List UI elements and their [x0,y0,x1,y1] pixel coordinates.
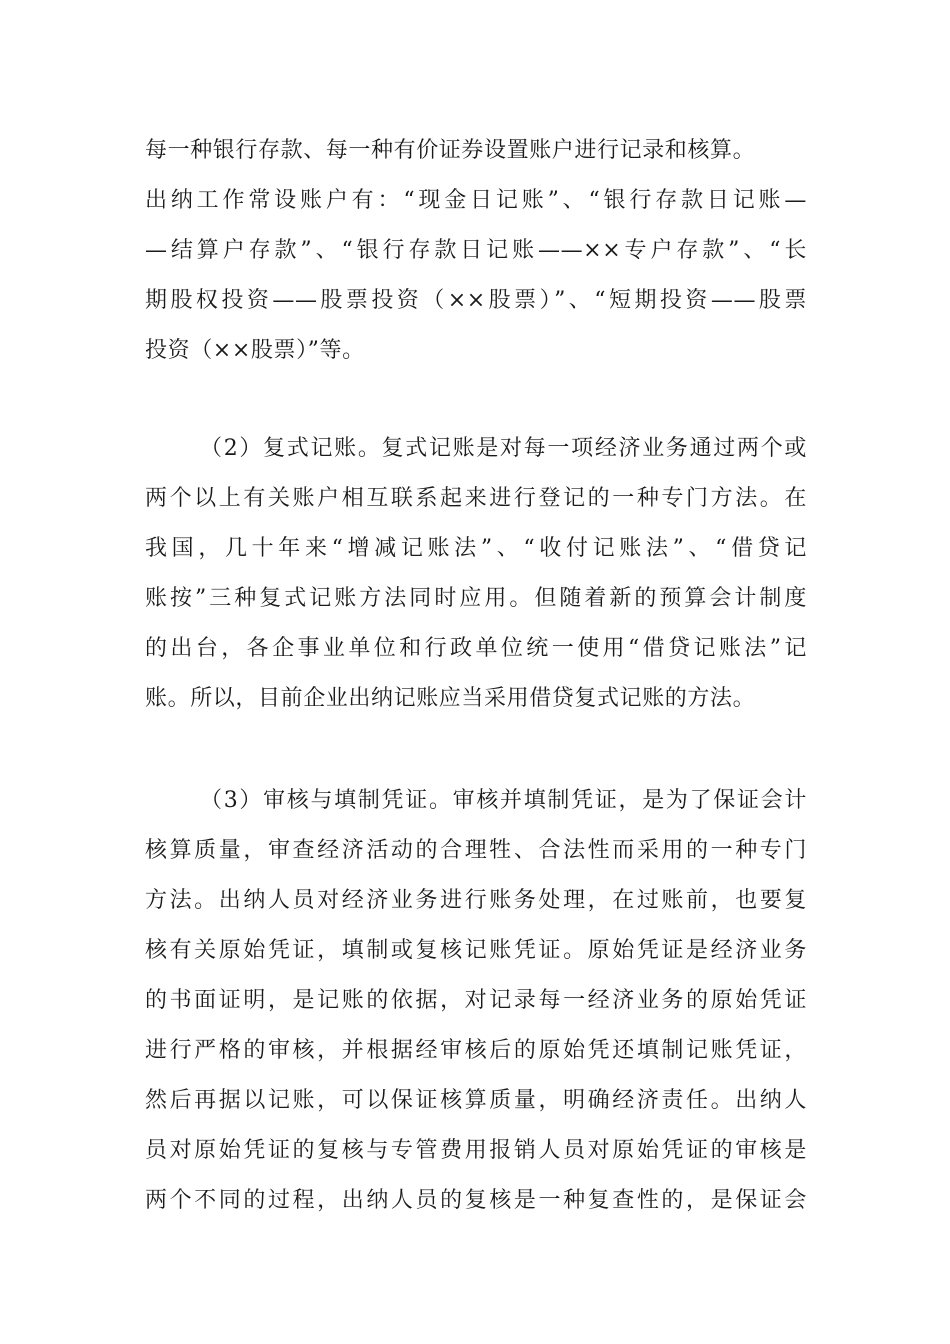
text-line: 账按”三种复式记账方法同时应用。但随着新的预算会计制度 [145,586,807,611]
text-line: 我国，几十年来“增减记账法”、“收付记账法”、“借贷记 [145,536,807,561]
text-line: 出纳工作常设账户有：“现金日记账”、“银行存款日记账— [145,188,807,213]
text-line: 的出台，各企事业单位和行政单位统一使用“借贷记账法”记 [145,636,807,661]
paragraph-vouchers [145,776,807,1226]
text-line: （2）复式记账。复式记账是对每一项经济业务通过两个或 [200,436,807,461]
text-line: 方法。出纳人员对经济业务进行账务处理，在过账前，也要复 [145,888,807,913]
text-line: 的书面证明，是记账的依据，对记录每一经济业务的原始凭证 [145,988,807,1013]
text-line: 每一种银行存款、每一种有价证券设置账户进行记录和核算。 [145,138,756,163]
paragraph-accounts [145,126,807,376]
text-line: 核有关原始凭证，填制或复核记账凭证。原始凭证是经济业务 [145,938,807,963]
text-line: 账。所以，目前企业出纳记账应当采用借贷复式记账的方法。 [145,686,756,711]
text-line: 核算质量，审查经济活动的合理牲、合法性而采用的一种专门 [145,838,807,863]
text-line: 两个不同的过程，出纳人员的复核是一种复查性的，是保证会 [145,1188,807,1213]
text-line: 投资（××股票）”等。 [145,338,365,363]
text-line: （3）审核与填制凭证。审核并填制凭证，是为了保证会计 [200,788,807,813]
text-line: 进行严格的审核，并根据经审核后的原始凭还填制记账凭证， [145,1038,807,1063]
text-line: 两个以上有关账户相互联系起来进行登记的一种专门方法。在 [145,486,807,511]
text-line: —结算户存款”、“银行存款日记账——××专户存款”、“长 [145,238,807,263]
text-line: 然后再据以记账，可以保证核算质量，明确经济责任。出纳人 [145,1088,807,1113]
paragraph-double-entry [145,424,807,724]
text-line: 员对原始凭证的复核与专管费用报销人员对原始凭证的审核是 [145,1138,807,1163]
text-line: 期股权投资——股票投资（××股票）”、“短期投资——股票 [145,288,807,313]
